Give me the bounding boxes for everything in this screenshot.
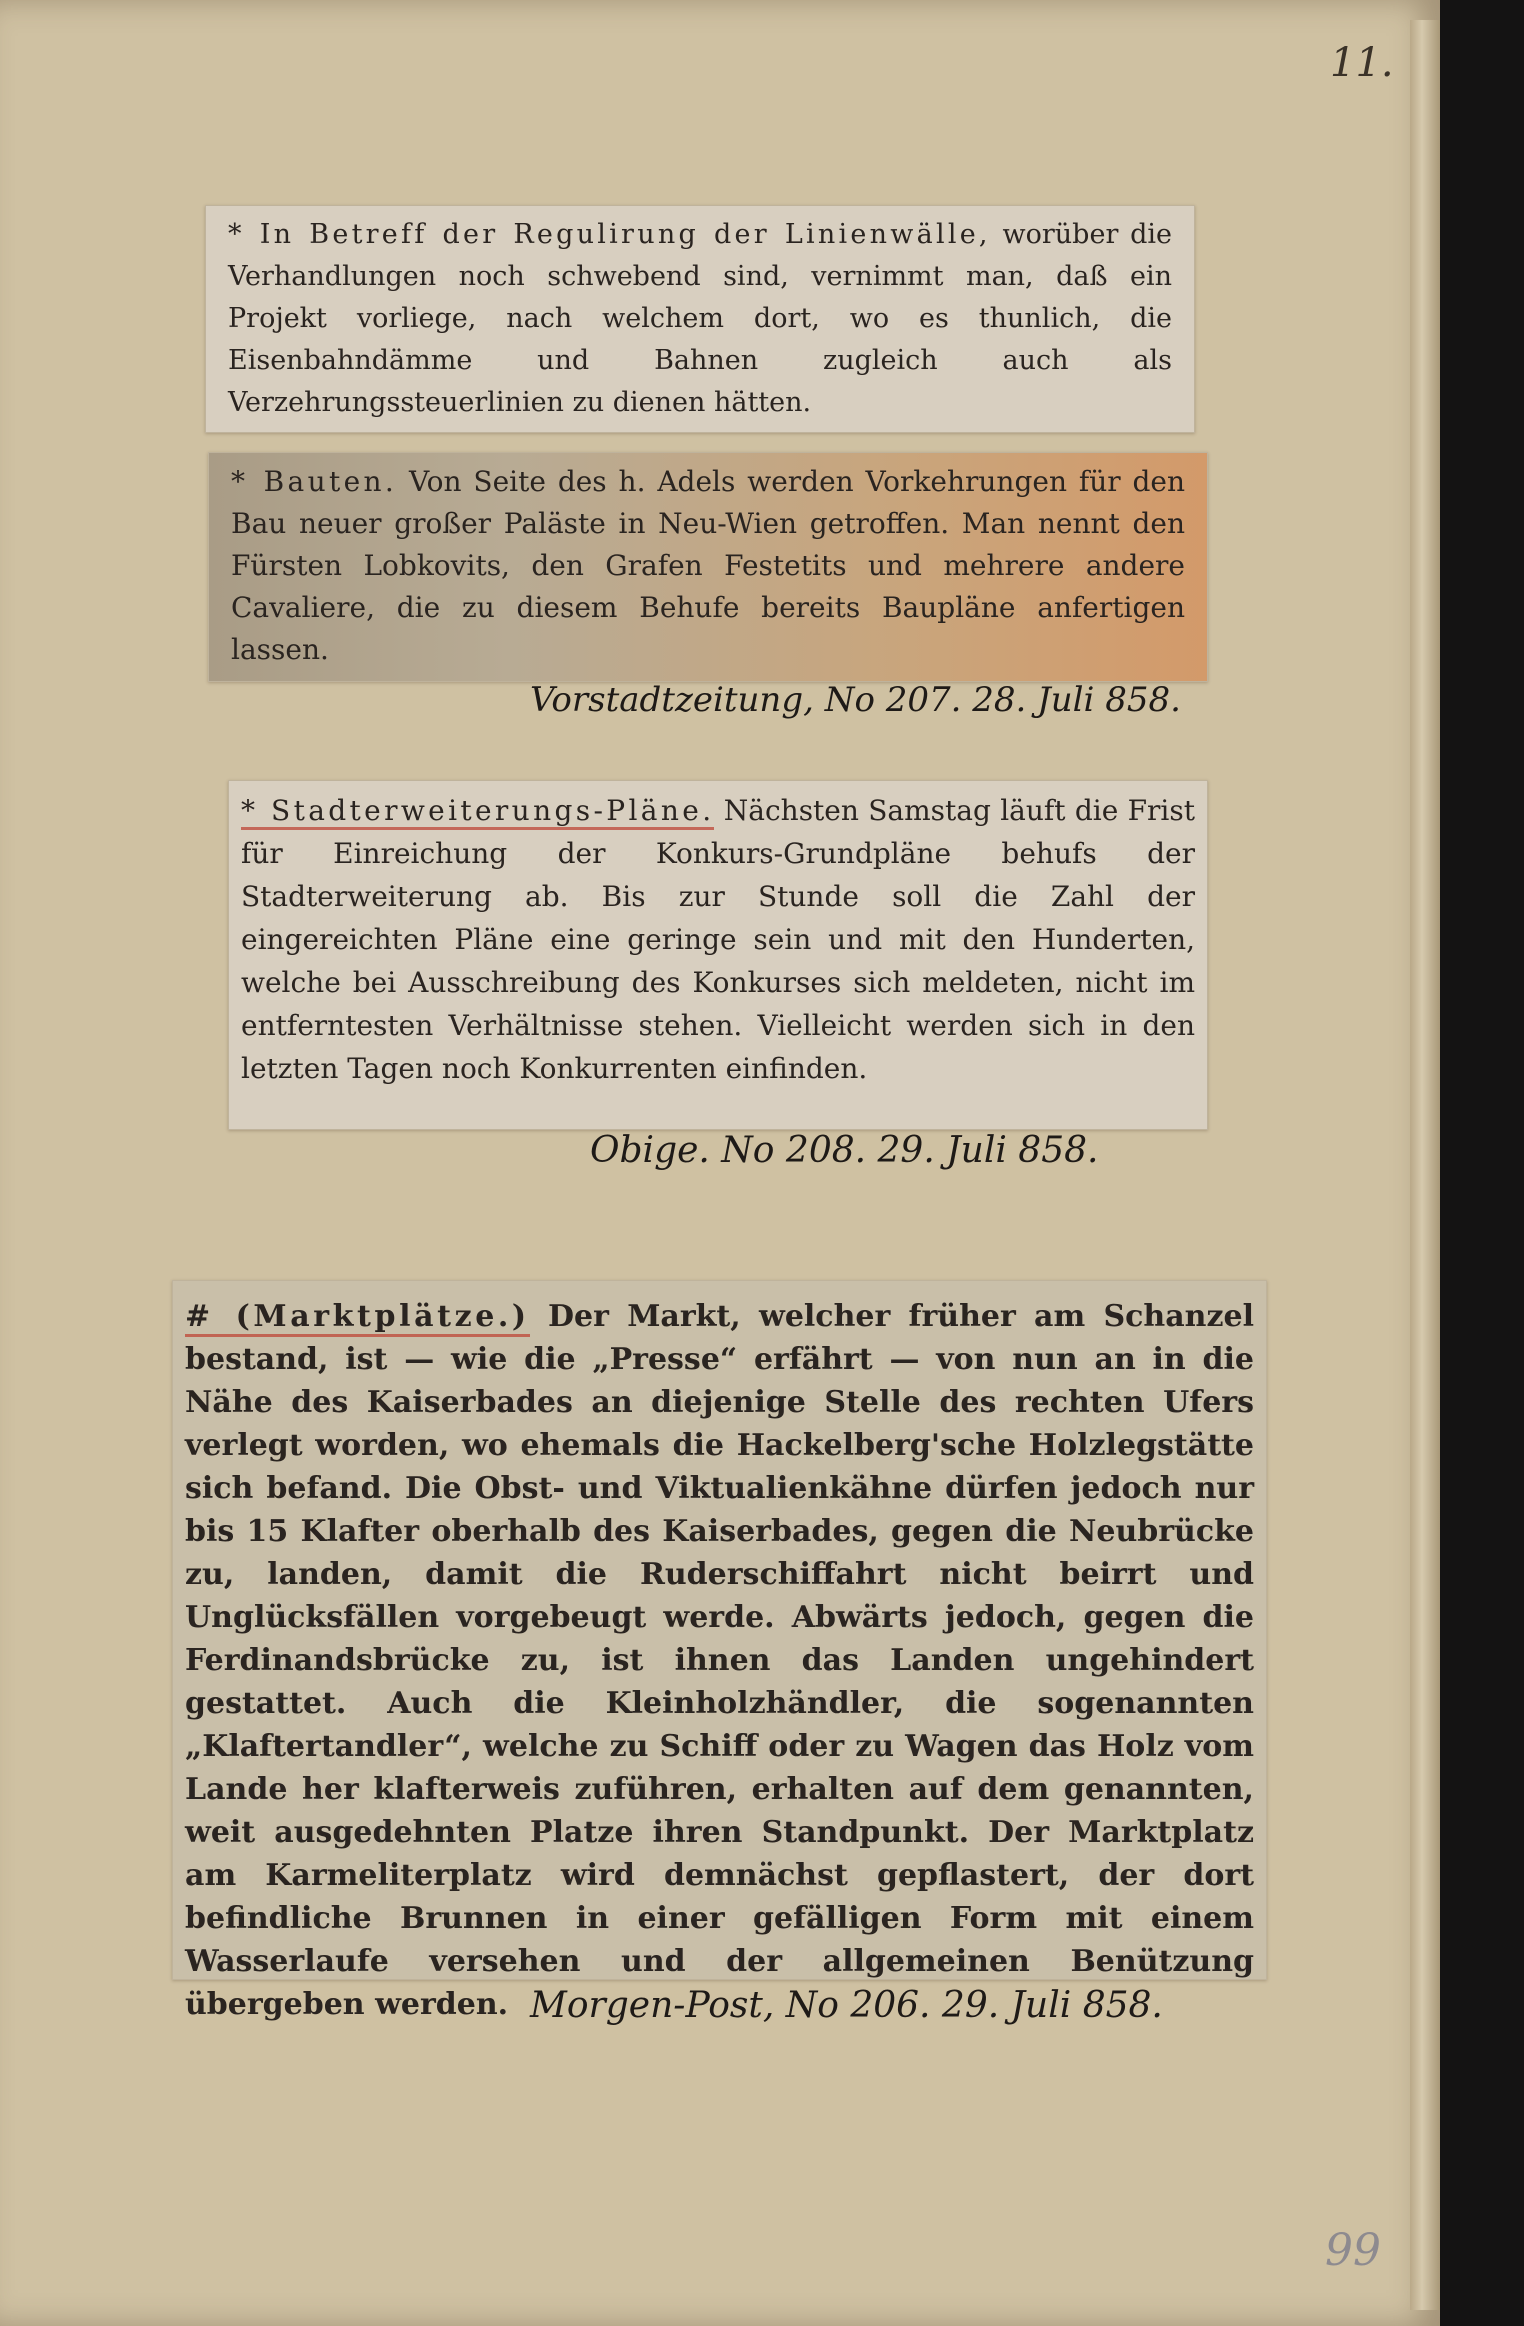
clipping-body: worüber die Verhandlungen noch schwebend sind, vernimmt man, daß ein Projekt vorliege, nach welchem dort, wo es thunlich, die Eisenbahndämme und Bahnen zugleich auch als Verzehrungssteuerlinien zu dienen hätten. xyxy=(228,219,1172,418)
citation-text: Obige. No 208. 29. Juli 858. xyxy=(590,1130,1099,1171)
citation-vorstadtzeitung xyxy=(530,680,1181,720)
citation-text: Vorstadtzeitung, No 207. 28. Juli 858. xyxy=(530,680,1181,720)
clipping-body: Der Markt, welcher früher am Schanzel bestand, ist — wie die „Presse“ erfährt — von nun an in die Nähe des Kaiserbades an diejenige Stelle des rechten Ufers verlegt worden, wo ehemals die Hackelberg'sche Holzlegstätte sich befand. Die Obst- und Viktualienkähne dürfen jedoch nur bis 15 Klafter oberhalb des Kaiserbades, gegen die Neubrücke zu, landen, damit die Ruderschiffahrt nicht beirrt und Unglücksfällen vorgebeugt werde. Abwärts jedoch, gegen die Ferdinandsbrücke zu, ist ihnen das Landen ungehindert gestattet. Auch die Kleinholzhändler, die sogenannten „Klaftertandler“, welche zu Schiff oder zu Wagen das Holz vom Lande her klafterweis zuführen, erhalten auf dem genannten, weit ausgedehnten Platze ihren Standpunkt. Der Marktplatz am Karmeliterplatz wird demnächst gepflastert, der dort befindliche Brunnen in einer gefälligen Form mit einem Wasserlaufe versehen und der allgemeinen Benützung übergeben werden. xyxy=(185,1299,1255,2022)
clipping-bauten xyxy=(208,452,1208,682)
clipping-stadterweiterung xyxy=(228,780,1208,1130)
folio-number-top: 11. xyxy=(1330,40,1394,86)
page-edge xyxy=(1410,20,1440,2310)
binding-board xyxy=(1440,0,1524,2326)
citation-morgen-post xyxy=(530,1985,1163,2026)
clipping-heading: # (Marktplätze.) xyxy=(185,1299,530,1337)
folio-number-bottom: 99 xyxy=(1325,2225,1381,2276)
citation-obige xyxy=(590,1130,1098,1171)
clipping-heading: * In Betreff der Regulirung der Linienwälle, xyxy=(228,219,991,250)
clipping-body: Von Seite des h. Adels werden Vorkehrungen für den Bau neuer großer Paläste in Neu-Wien getroffen. Man nennt den Fürsten Lobkovits, den Grafen Festetits und mehrere andere Cavaliere, die zu diesem Behufe bereits Baupläne anfertigen lassen. xyxy=(231,465,1186,666)
clipping-heading: * Bauten. xyxy=(231,465,398,498)
clipping-linienwaelle xyxy=(205,205,1195,433)
clipping-heading: * Stadterweiterungs-Pläne. xyxy=(241,794,714,830)
citation-text: Morgen-Post, No 206. 29. Juli 858. xyxy=(530,1985,1163,2026)
clipping-body: Nächsten Samstag läuft die Frist für Einreichung der Konkurs-Grundpläne behufs der Stadterweiterung ab. Bis zur Stunde soll die Zahl der eingereichten Pläne eine geringe sein und mit den Hunderten, welche bei Ausschreibung des Konkurses sich meldeten, nicht im entferntesten Verhältnisse stehen. Vielleicht werden sich in den letzten Tagen noch Konkurrenten einfinden. xyxy=(241,794,1195,1085)
